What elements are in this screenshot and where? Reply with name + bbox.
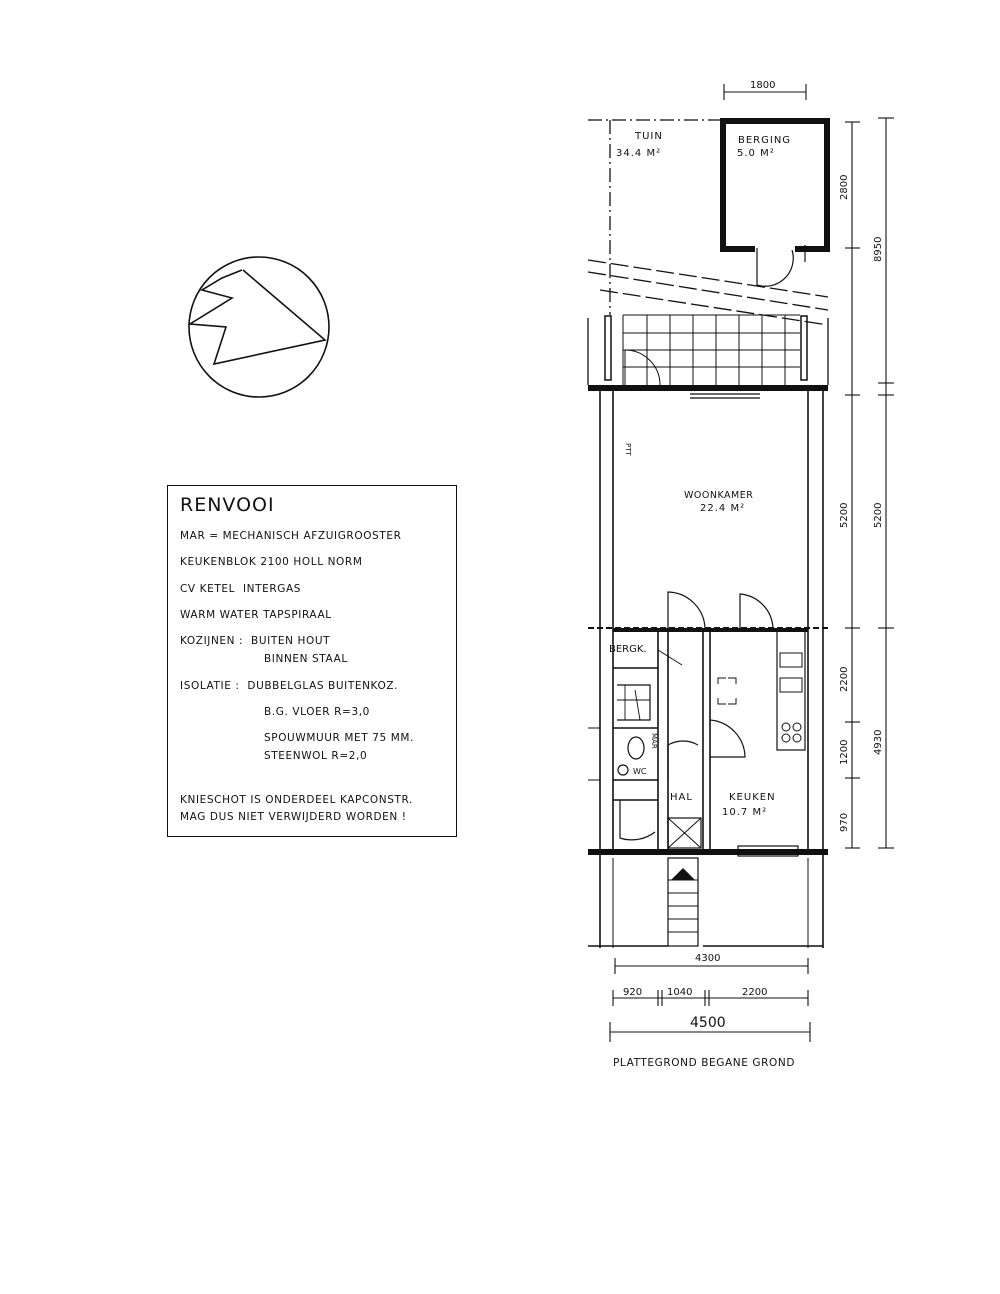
room-keuken-area: 10.7 M² — [722, 807, 768, 818]
legend-box — [167, 485, 457, 837]
mar-symbol-label: MAR — [650, 733, 658, 749]
room-keuken-name: KEUKEN — [729, 792, 776, 803]
dim-bottom-part-3: 2200 — [742, 987, 768, 998]
dim-bottom-inner-total: 4300 — [695, 953, 721, 964]
room-woonkamer-name: WOONKAMER — [684, 490, 754, 501]
legend-title: RENVOOI — [180, 494, 275, 516]
room-berging-area: 5.0 M² — [737, 148, 775, 159]
legend-line: ISOLATIE : DUBBELGLAS BUITENKOZ. — [180, 680, 399, 692]
room-labels — [609, 131, 791, 818]
ptt-symbol-label: PTT — [624, 443, 632, 456]
room-wc-name: WC — [633, 767, 647, 776]
dim-bottom-part-2: 1040 — [667, 987, 693, 998]
dim-bottom-total: 4500 — [690, 1015, 726, 1031]
dim-bottom-part-1: 920 — [623, 987, 643, 998]
legend-line: STEENWOL R=2,0 — [264, 750, 368, 762]
legend-line: MAR = MECHANISCH AFZUIGROOSTER — [180, 530, 402, 542]
legend-line: BINNEN STAAL — [264, 653, 348, 665]
dim-right-inner-4: 1200 — [839, 739, 850, 765]
legend-line: KOZIJNEN : BUITEN HOUT — [180, 635, 331, 647]
room-tuin-area: 34.4 M² — [616, 148, 662, 159]
dim-right-outer-1: 8950 — [873, 236, 884, 262]
dim-right-inner-1: 2800 — [839, 174, 850, 200]
dim-right-inner-5: 970 — [839, 812, 850, 832]
dim-right-outer-2: 5200 — [873, 502, 884, 528]
room-tuin-name: TUIN — [635, 131, 663, 142]
room-hal-name: HAL — [670, 792, 693, 803]
legend-line: KEUKENBLOK 2100 HOLL NORM — [180, 556, 363, 568]
legend-line: MAG DUS NIET VERWIJDERD WORDEN ! — [180, 811, 407, 823]
legend-line: SPOUWMUUR MET 75 MM. — [264, 732, 414, 744]
legend-line: KNIESCHOT IS ONDERDEEL KAPCONSTR. — [180, 794, 413, 806]
legend-line: WARM WATER TAPSPIRAAL — [180, 609, 332, 621]
dim-right-inner-3: 2200 — [839, 666, 850, 692]
legend-line: B.G. VLOER R=3,0 — [264, 706, 370, 718]
dimension-labels — [613, 80, 884, 1069]
dim-right-inner-2: 5200 — [839, 502, 850, 528]
room-berging-name: BERGING — [738, 135, 792, 146]
room-woonkamer-area: 22.4 M² — [700, 503, 746, 514]
drawing-caption: PLATTEGROND BEGANE GROND — [613, 1057, 796, 1069]
north-arrow-icon — [189, 257, 329, 397]
dim-right-outer-3: 4930 — [873, 729, 884, 755]
room-bergk-name: BERGK. — [609, 644, 647, 655]
dim-top: 1800 — [750, 80, 776, 91]
legend-line: CV KETEL INTERGAS — [180, 583, 302, 595]
